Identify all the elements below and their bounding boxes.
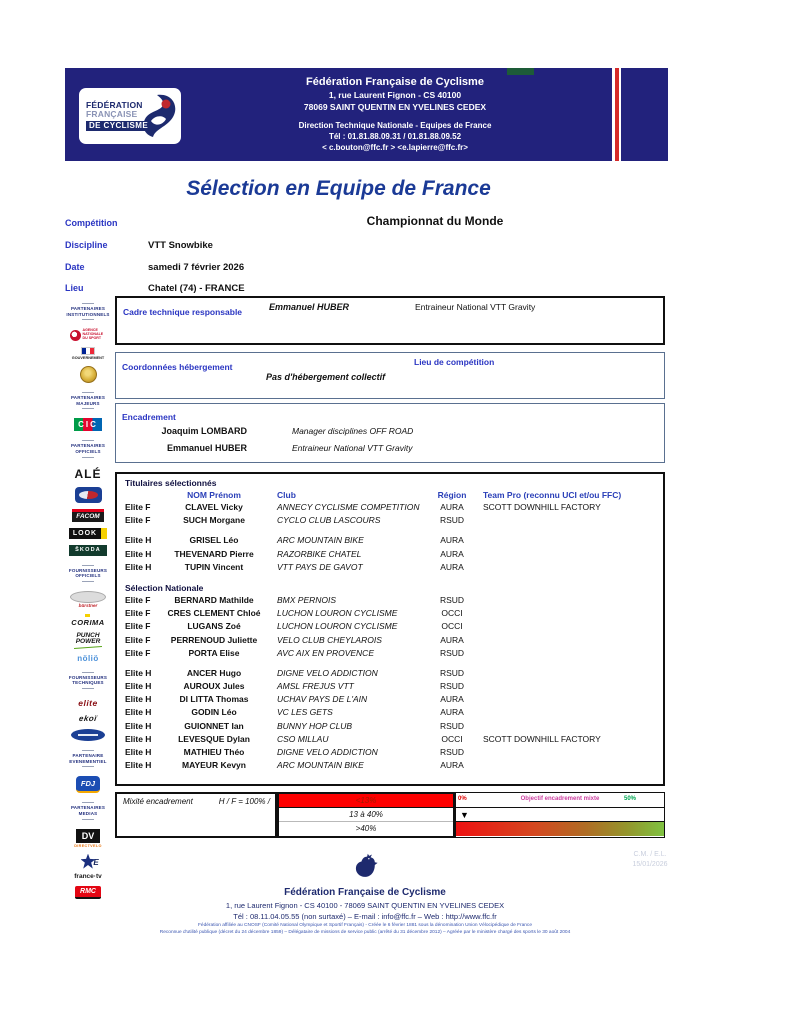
athlete-club: LUCHON LOURON CYCLISME: [277, 621, 398, 632]
scale-min: 0%: [458, 796, 467, 802]
athlete-category: Elite H: [125, 694, 152, 705]
gold-seal-logo: [80, 366, 97, 383]
cadre-name: Emmanuel HUBER: [269, 302, 350, 312]
table-row: [125, 535, 663, 548]
athlete-category: Elite F: [125, 594, 151, 605]
encadrement-row: [122, 426, 658, 442]
ffc-logo-line2: FRANÇAISE: [86, 108, 138, 119]
athlete-region: RSUD: [439, 681, 465, 692]
selection-nationale-title: Sélection Nationale: [125, 582, 204, 593]
athlete-name: SUCH Morgane: [183, 515, 245, 526]
skoda-logo: ŠKODA: [69, 545, 107, 556]
ffc-logo-line3: DE CYCLISME: [86, 121, 151, 131]
mixite-ratio: H / F = 100% /: [218, 797, 270, 806]
athlete-club: VC LES GETS: [277, 707, 333, 718]
ffc-logo: [79, 88, 181, 144]
athlete-club: VTT PAYS DE GAVOT: [277, 561, 363, 572]
table-row: [125, 694, 663, 707]
scale-max: 50%: [623, 796, 636, 802]
table-row: [125, 595, 663, 608]
hebergement-note: Pas d'hébergement collectif: [266, 372, 386, 382]
partner-section-label: PARTENAIRES MAJEURS: [64, 390, 112, 411]
table-row: [125, 608, 663, 621]
athlete-category: Elite H: [125, 561, 152, 572]
athlete-region: OCCI: [441, 608, 463, 619]
cic-logo: CIC: [74, 418, 102, 431]
table-row: [125, 549, 663, 562]
staff-name: Joaquim LOMBARD: [161, 426, 247, 436]
header-address2: 78069 SAINT QUENTIN EN YVELINES CEDEX: [303, 102, 487, 112]
footer-contact: Tél : 08.11.04.05.55 (non surtaxé) – E-mail : info@ffc.fr – Web : http://www.ffc.fr: [233, 912, 497, 921]
header-band: [65, 68, 612, 161]
athlete-name: GUIONNET Ian: [184, 720, 244, 731]
eurosport-star-logo: E: [77, 854, 98, 867]
header-region: Région: [437, 490, 467, 500]
athlete-category: Elite H: [125, 720, 152, 731]
athlete-region: RSUD: [439, 747, 465, 757]
competition-label: Compétition: [65, 218, 118, 228]
mixite-scale-cell: [455, 792, 665, 838]
punch-power-logo: PUNCH POWER: [71, 633, 105, 648]
partner-section-label: PARTENAIRES MEDIAS: [64, 800, 112, 821]
athlete-name: PERRENOUD Juliette: [170, 634, 258, 645]
scale-goal-label: Objectif encadrement mixte: [520, 796, 600, 802]
blue-red-emblem-logo: [75, 487, 102, 503]
athlete-category: Elite F: [125, 621, 151, 632]
athlete-region: AURA: [440, 548, 464, 559]
footer-legal2: Reconnue d'utilité publique (décret du 24 décembre 1859) – Délégataire de missions de service public (arrêté du 31 décembre 2012) – Agréée par le ministère chargé des sports le 30 août 2004: [159, 930, 571, 935]
athlete-region: RSUD: [439, 720, 465, 731]
encadrement-box: [115, 403, 665, 463]
discipline-value: VTT Snowbike: [148, 240, 213, 251]
athlete-name: MATHIEU Théo: [183, 747, 245, 757]
header-nom-prenom: NOM Prénom: [187, 490, 241, 500]
table-row: [125, 635, 663, 648]
mixite-bands-cell: [277, 792, 455, 838]
athlete-club: UCHAV PAYS DE L'AIN: [277, 694, 368, 705]
table-row: [125, 707, 663, 720]
directvelo-logo: DV DIRECTVELO: [74, 830, 102, 848]
gradient-bar: [456, 822, 664, 836]
page-title: Sélection en Equipe de France: [186, 177, 491, 200]
athlete-club: DIGNE VELO ADDICTION: [277, 747, 378, 757]
hebergement-box: [115, 352, 665, 399]
athlete-club: CYCLO CLUB LASCOURS: [277, 515, 381, 526]
staff-name: Emmanuel HUBER: [166, 443, 247, 453]
encadrement-label: Encadrement: [122, 412, 176, 422]
athlete-region: OCCI: [441, 733, 463, 744]
table-row: [125, 648, 663, 661]
elite-logo: elite: [78, 698, 98, 709]
table-row: [125, 721, 663, 734]
gouvernement-logo-icon: [81, 347, 95, 355]
selection-box: [115, 472, 665, 786]
header-dept: Direction Technique Nationale - Equipes de France: [298, 121, 492, 130]
athlete-category: Elite H: [125, 681, 152, 692]
mixite-label: Mixité encadrement: [123, 797, 193, 806]
athlete-region: AURA: [440, 707, 464, 718]
gouvernement-logo: GOUVERNEMENT: [72, 347, 105, 360]
header-tel: Tél : 01.81.88.09.31 / 01.81.88.09.52: [328, 132, 462, 141]
fdj-logo: FDJ: [76, 776, 100, 793]
header-org: Fédération Française de Cyclisme: [306, 76, 484, 88]
ale-logo: ALÉ: [74, 466, 102, 481]
titulaires-rows: [125, 502, 663, 575]
blue-oval-logo: [71, 729, 105, 741]
athlete-club: AVC AIX EN PROVENCE: [277, 647, 374, 658]
athlete-category: Elite F: [125, 502, 151, 512]
athlete-region: AURA: [440, 634, 464, 645]
athlete-category: Elite F: [125, 647, 151, 658]
athlete-region: AURA: [440, 561, 464, 572]
table-header-row: [125, 490, 663, 500]
athlete-region: RSUD: [439, 515, 465, 526]
athlete-club: VELO CLUB CHEYLAROIS: [277, 634, 382, 645]
competition-value: Championnat du Monde: [366, 214, 504, 228]
athlete-category: Elite F: [125, 608, 151, 619]
facom-logo: FACOM: [72, 509, 103, 522]
stamp-initials: C.M. / E.L.: [633, 851, 667, 858]
athlete-region: AURA: [440, 760, 464, 771]
titulaires-title: Titulaires sélectionnés: [125, 478, 217, 488]
athlete-name: THEVENARD Pierre: [174, 548, 254, 559]
discipline-label: Discipline: [65, 240, 108, 250]
date-value: samedi 7 février 2026: [148, 262, 245, 273]
encadrement-row: [122, 443, 658, 459]
cadre-technique-box: [115, 296, 665, 345]
partner-section-label: FOURNISSEURS OFFICIELS: [64, 563, 112, 584]
athlete-category: Elite H: [125, 667, 152, 678]
athlete-category: Elite H: [125, 733, 152, 744]
athlete-name: BERNARD Mathilde: [174, 594, 254, 605]
rmc-logo: RMC: [75, 886, 101, 899]
corima-logo-icon: [85, 614, 90, 617]
scale-marker-icon: ▼: [460, 810, 469, 820]
athlete-name: TUPIN Vincent: [184, 561, 244, 572]
lieu-competition-label: Lieu de compétition: [414, 357, 495, 367]
lieu-label: Lieu: [65, 283, 84, 293]
header-team-pro: Team Pro (reconnu UCI et/ou FFC): [483, 490, 622, 500]
gold-seal-logo-icon: [80, 366, 97, 383]
table-row: [125, 760, 663, 773]
athlete-category: Elite H: [125, 760, 152, 771]
table-row: [125, 747, 663, 760]
athlete-name: LUGANS Zoé: [187, 621, 241, 632]
agence-nationale-du-sport-logo: AGENCE NATIONALE DU SPORT: [70, 329, 107, 341]
athlete-name: GODIN Léo: [191, 707, 237, 718]
athlete-club: ANNECY CYCLISME COMPETITION: [277, 502, 420, 512]
table-row: [125, 502, 663, 515]
header-emails: < c.bouton@ffc.fr > <e.lapierre@ffc.fr>: [322, 143, 468, 152]
lieu-value: Chatel (74) - FRANCE: [148, 283, 245, 294]
header-address1: 1, rue Laurent Fignon - CS 40100: [328, 90, 462, 100]
france-tv-logo: france·tv: [74, 872, 102, 880]
athlete-region: OCCI: [441, 621, 463, 632]
athlete-club: RAZORBIKE CHATEL: [277, 548, 362, 559]
athlete-name: CRES CLEMENT Chloé: [167, 608, 261, 619]
athlete-club: AMSL FREJUS VTT: [277, 681, 354, 692]
mixite-band-low: <13%: [279, 794, 453, 808]
blue-oval-logo-icon: [71, 729, 105, 741]
athlete-category: Elite H: [125, 548, 152, 559]
athlete-club: BUNNY HOP CLUB: [277, 720, 353, 731]
table-row: [125, 621, 663, 634]
cadre-role: Entraineur National VTT Gravity: [415, 302, 536, 312]
athlete-category: Elite F: [125, 634, 151, 645]
blue-red-emblem-logo-icon: [75, 487, 102, 503]
staff-role: Entraineur National VTT Gravity: [292, 443, 413, 453]
partner-section-label: PARTENAIRES INSTITUTIONNELS: [64, 301, 112, 322]
table-row: [125, 515, 663, 528]
athlete-club: ARC MOUNTAIN BIKE: [277, 535, 364, 546]
header-band-right: [621, 68, 668, 161]
partner-section-label: PARTENAIRES OFFICIELS: [64, 438, 112, 459]
stamp-date: 15/01/2026: [632, 861, 668, 868]
date-label: Date: [65, 262, 85, 272]
green-mark: [507, 68, 534, 75]
athlete-name: GRISEL Léo: [189, 535, 239, 546]
table-row: [125, 562, 663, 575]
ffc-logo-line1: FÉDÉRATION: [86, 99, 143, 110]
footer-legal1: Fédération affiliée au CNOSF (Comité National Olympique et Sportif Français) - Créée le 6 février 1881 sous la dénomination Union Vélocipédique de France: [198, 923, 532, 928]
athlete-name: ANCER Hugo: [186, 667, 242, 678]
table-row: [125, 681, 663, 694]
burstner-logo-icon: [70, 591, 106, 603]
mixite-band-high: >40%: [355, 824, 377, 833]
athlete-category: Elite H: [125, 747, 152, 757]
corima-logo: CORIMA: [71, 614, 104, 627]
athlete-category: Elite H: [125, 535, 152, 546]
footer-org: Fédération Française de Cyclisme: [284, 887, 446, 898]
athlete-region: RSUD: [439, 594, 465, 605]
athlete-region: AURA: [440, 694, 464, 705]
athlete-region: AURA: [440, 535, 464, 546]
header-red-stripe: [615, 68, 619, 161]
mixite-strip: [115, 792, 665, 838]
athlete-name: CLAVEL Vicky: [185, 502, 243, 512]
athlete-region: RSUD: [439, 647, 465, 658]
nationale-rows: [125, 595, 663, 773]
ekoi-logo: ekoï: [78, 714, 98, 724]
athlete-name: PORTA Elise: [188, 647, 240, 658]
partners-sidebar: [63, 297, 113, 902]
table-row: [125, 668, 663, 681]
doc-stamp: [600, 848, 700, 868]
nolio-logo: nöliö: [77, 653, 99, 663]
athlete-club: DIGNE VELO ADDICTION: [277, 667, 378, 678]
athlete-name: LEVESQUE Dylan: [178, 733, 250, 744]
partner-section-label: FOURNISSEURS TECHNIQUES: [64, 670, 112, 691]
burstner-logo: bürstner: [70, 591, 106, 608]
athlete-category: Elite H: [125, 707, 152, 718]
athlete-category: Elite F: [125, 515, 151, 526]
rooster-icon: [351, 850, 379, 880]
footer-address: 1, rue Laurent Fignon - CS 40100 - 78069 SAINT QUENTIN EN YVELINES CEDEX: [225, 901, 505, 910]
athlete-club: LUCHON LOURON CYCLISME: [277, 608, 398, 619]
athlete-team: SCOTT DOWNHILL FACTORY: [483, 502, 601, 512]
athlete-team: SCOTT DOWNHILL FACTORY: [483, 733, 601, 744]
athlete-name: DI LITTA Thomas: [179, 694, 249, 705]
athlete-club: ARC MOUNTAIN BIKE: [277, 760, 364, 771]
athlete-club: BMX PERNOIS: [277, 594, 337, 605]
athlete-club: CSO MILLAU: [277, 733, 329, 744]
table-row: [125, 734, 663, 747]
athlete-name: AUROUX Jules: [183, 681, 245, 692]
athlete-name: MAYEUR Kevyn: [182, 760, 246, 771]
mixite-label-cell: [115, 792, 277, 838]
footer: [65, 850, 665, 935]
athlete-region: AURA: [440, 502, 464, 512]
hebergement-label: Coordonnées hébergement: [122, 362, 233, 372]
partner-section-label: PARTENAIRE EVENEMENTIEL: [64, 748, 112, 769]
look-logo: LOOK: [69, 528, 107, 539]
staff-role: Manager disciplines OFF ROAD: [292, 426, 414, 436]
mixite-band-mid: 13 à 40%: [279, 808, 453, 822]
agence-nationale-du-sport-logo-icon: [70, 330, 81, 341]
athlete-region: RSUD: [439, 667, 465, 678]
header-club: Club: [277, 490, 296, 500]
cadre-label: Cadre technique responsable: [123, 307, 243, 317]
